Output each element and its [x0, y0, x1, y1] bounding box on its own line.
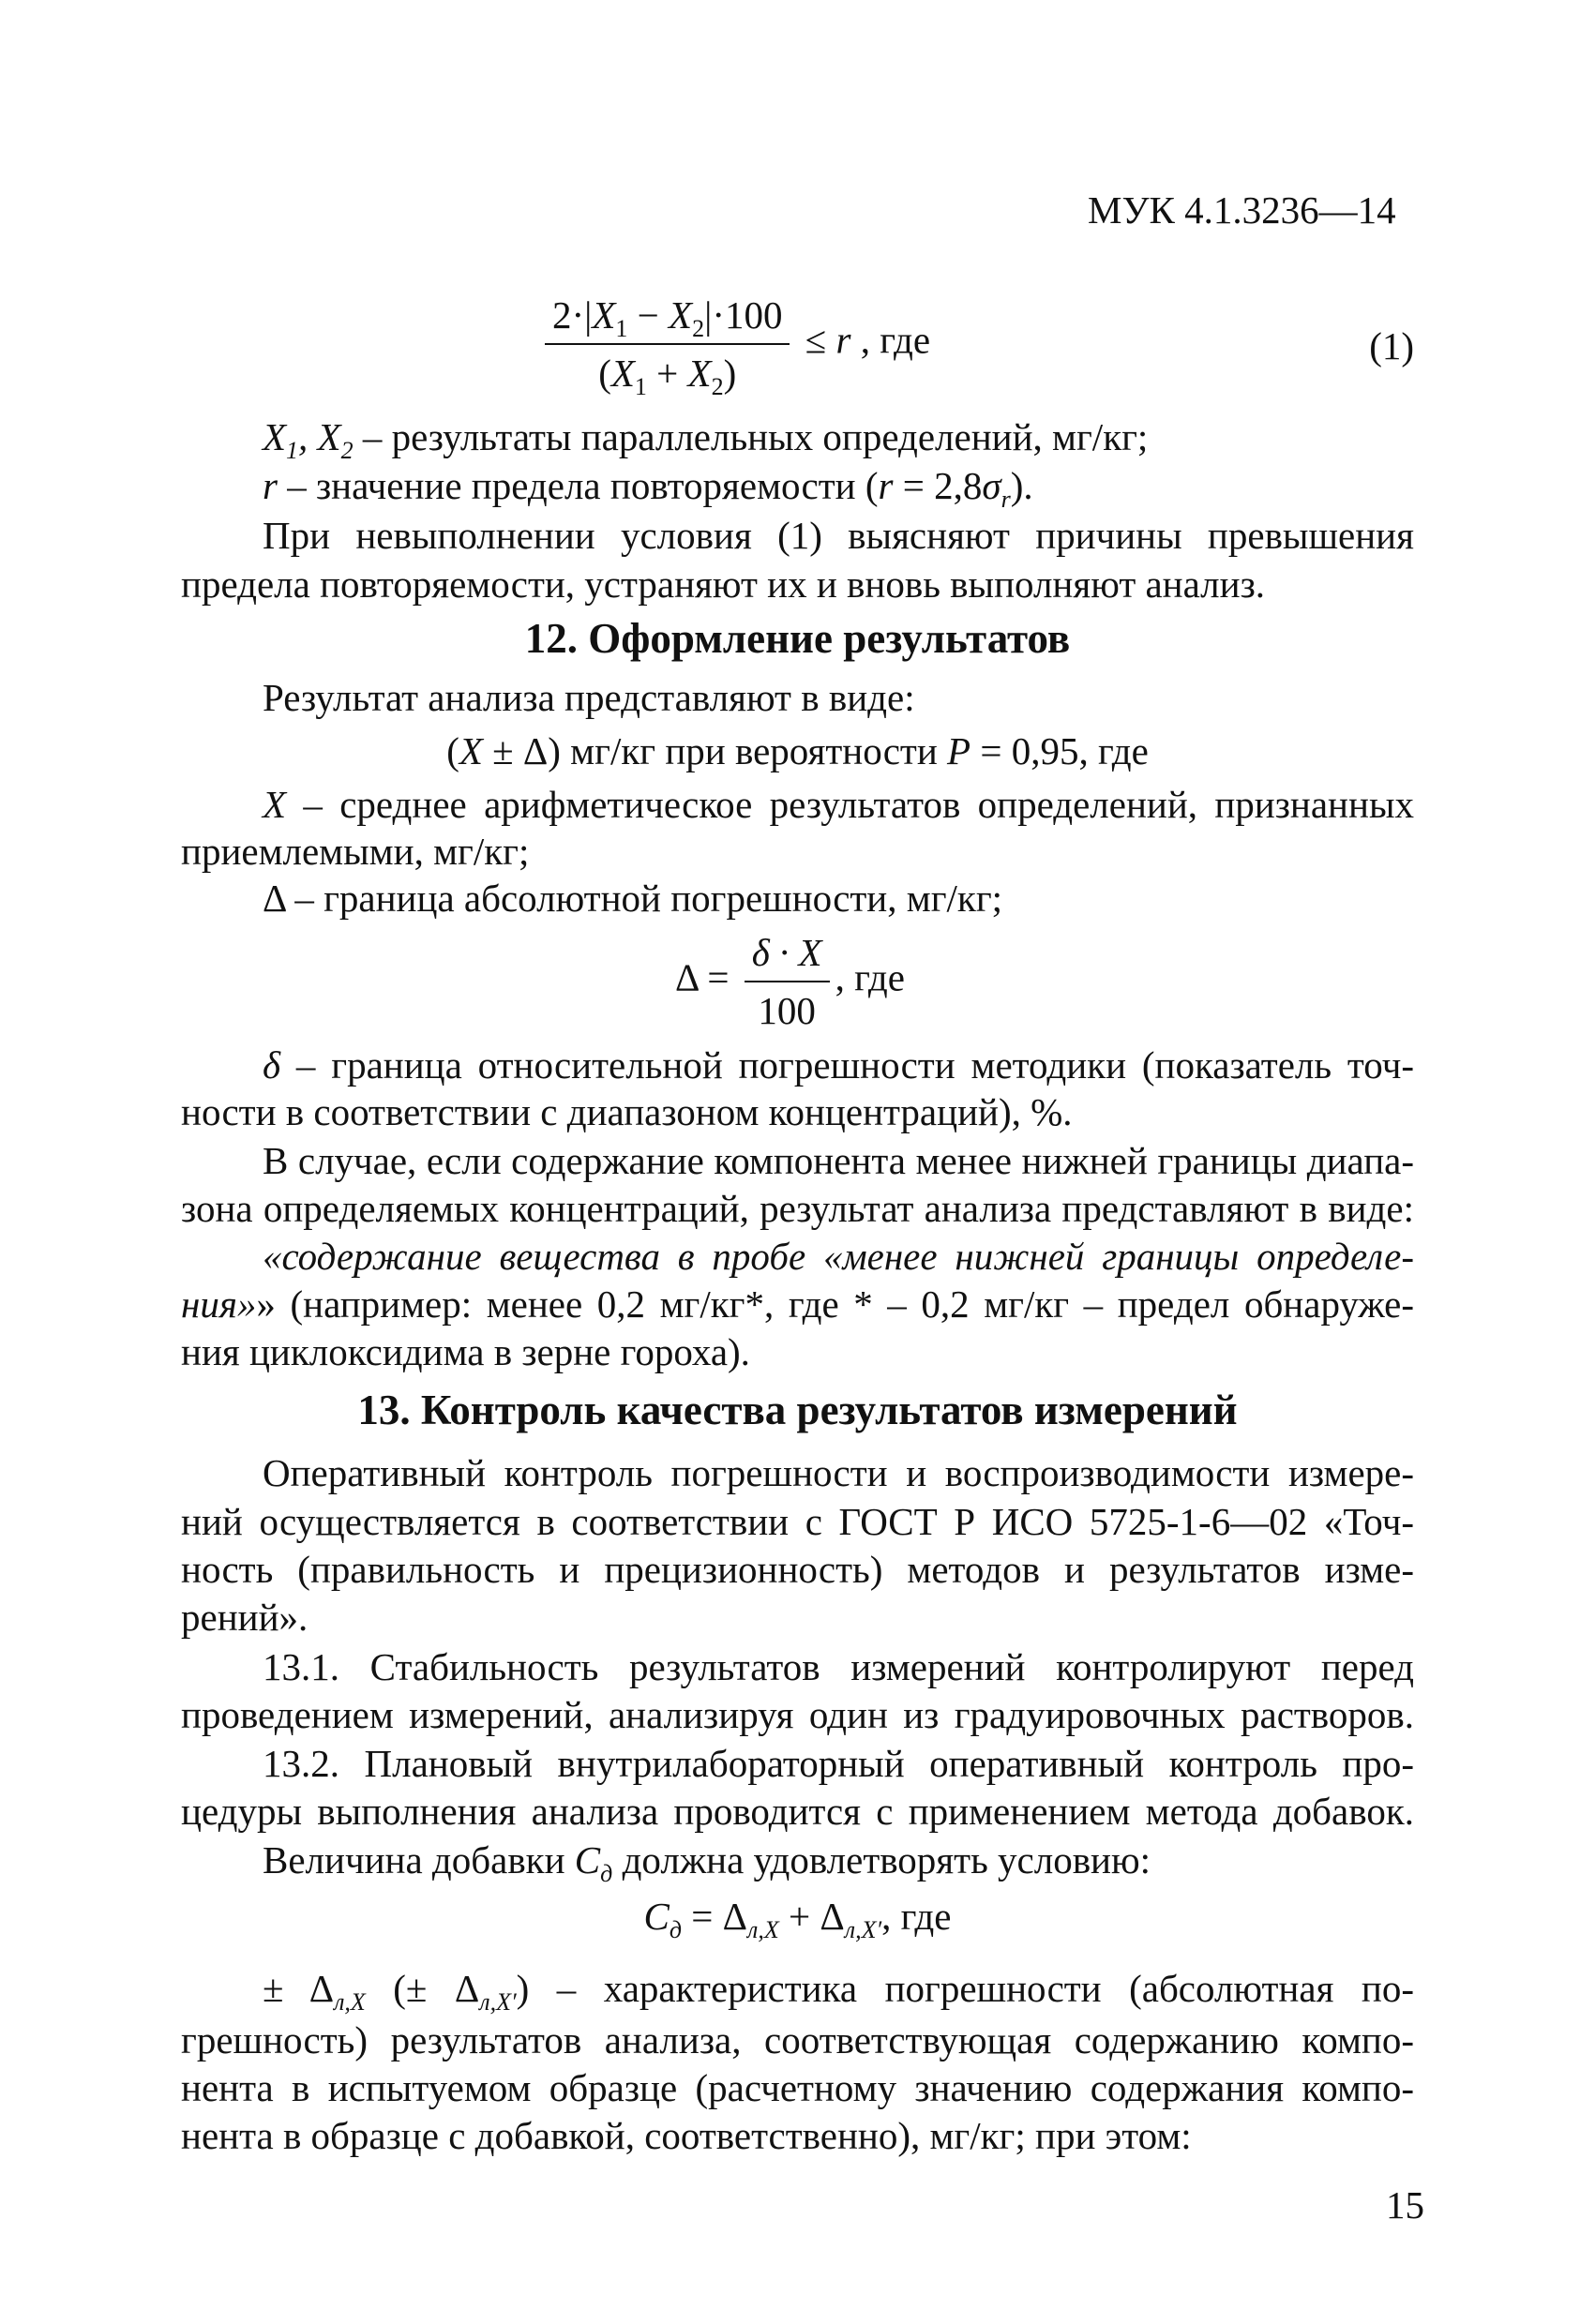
para-fail-line1: При невыполнении условия (1) выясняют причины превышения: [263, 514, 1414, 557]
abs-open: |: [584, 293, 593, 337]
def-x2: , X: [298, 415, 341, 458]
den-sub-2: 2: [711, 373, 724, 401]
f2-plus: + Δ: [778, 1895, 845, 1938]
document-code: МУК 4.1.3236—14: [1088, 188, 1396, 232]
f2-c-sub: д: [669, 1916, 683, 1944]
char-line4: нента в образце с добавкой, соответственно), мг/кг; при этом:: [181, 2114, 1192, 2157]
lower-line4: ния циклоксидима в зерне гороха).: [181, 1330, 750, 1373]
x-def-text: – среднее арифметическое результатов определений, признанных: [286, 783, 1414, 826]
section-13-heading: 13. Контроль качества результатов измерений: [357, 1387, 1238, 1433]
op-line1: Оперативный контроль погрешности и воспроизводимости измере-: [263, 1451, 1414, 1494]
char-line3: нента в испытуемом образце (расчетному значению содержания компо-: [181, 2066, 1414, 2109]
lower-line1: В случае, если содержание компонента менее нижней границы диапа-: [263, 1139, 1414, 1182]
delta-where: , где: [835, 955, 905, 999]
minus: −: [627, 293, 670, 337]
def-sub2: 2: [340, 437, 354, 465]
def-x1-x2: [263, 412, 1149, 465]
rel-text1: – граница относительной погрешности методики (показатель точ-: [280, 1043, 1414, 1087]
char-pm: ± Δ: [263, 1967, 335, 2010]
formula-1-fraction: [545, 291, 790, 401]
def-r-var: r: [263, 464, 278, 507]
def-sigma-sub: r: [1001, 486, 1011, 514]
p131-line2: проведением измерений, анализируя один из градуировочных растворов.: [181, 1693, 1414, 1736]
var-x2: X: [669, 293, 693, 337]
delta-numerator: δ · X: [745, 928, 830, 982]
formula-1-denominator: [591, 345, 744, 401]
char-sub2: л,X′: [479, 1988, 517, 2017]
result-x: X: [459, 729, 483, 772]
char-paren: (± Δ: [365, 1967, 480, 2010]
add-c: C: [574, 1838, 601, 1882]
f2-sub2: л,X′: [844, 1916, 882, 1944]
x-def-var: X: [263, 783, 287, 826]
lower-italic-tail: ния»: [181, 1282, 257, 1326]
f2-where: , где: [881, 1895, 952, 1938]
p131-line1: 13.1. Стабильность результатов измерений контролируют перед: [263, 1645, 1414, 1688]
section-12-intro: Результат анализа представляют в виде:: [263, 676, 915, 719]
result-p: P: [947, 729, 971, 772]
var-r: r: [835, 318, 851, 362]
addition-line: [263, 1836, 1151, 1888]
delta-def: Δ – граница абсолютной погрешности, мг/кг;: [263, 877, 1003, 920]
times-100: ·100: [712, 293, 783, 337]
op-line3: ность (правильность и прецизионность) методов и результатов изме-: [181, 1548, 1414, 1591]
f2-eq: = Δ: [682, 1895, 748, 1938]
def-r-var2: r: [878, 464, 894, 507]
lower-line2: зона определяемых концентраций, результат анализа представляют в виде:: [181, 1187, 1414, 1230]
char-rest: ) – характеристика погрешности (абсолютная по-: [516, 1967, 1414, 2010]
page-number: 15: [1386, 2183, 1424, 2227]
var-x1: X: [592, 293, 616, 337]
add-c-sub: д: [600, 1860, 613, 1888]
section-12-heading: 12. Оформление результатов: [524, 615, 1071, 662]
delta-fraction: [745, 928, 830, 1035]
formula-2: [181, 1892, 1414, 1944]
rel-def-line1: [263, 1041, 1414, 1089]
f2-sub1: л,X: [747, 1916, 779, 1944]
delta-denominator: 100: [758, 989, 816, 1032]
delta-formula: [675, 928, 905, 1035]
x-def-line2: приемлемыми, мг/кг;: [181, 830, 530, 873]
formula-1-numerator: [545, 291, 790, 345]
lower-line3: [181, 1280, 1414, 1328]
def-x-text: – результаты параллельных определений, мг/кг;: [353, 415, 1149, 458]
result-end: = 0,95, где: [971, 729, 1149, 772]
den-var-x1: X: [610, 352, 635, 395]
sub-1: 1: [615, 315, 628, 343]
f2-c: C: [643, 1895, 670, 1938]
den-close: ): [723, 352, 737, 395]
x-def-line1: [263, 780, 1414, 829]
char-line2: грешность) результатов анализа, соответствующая содержанию компо-: [181, 2018, 1414, 2062]
where-word: , где: [850, 318, 931, 362]
formula-1-number: (1): [1369, 324, 1414, 367]
result-rest: ± Δ) мг/кг при вероятности: [482, 729, 948, 772]
p132-line1: 13.2. Плановый внутрилабораторный оперативный контроль про-: [263, 1742, 1414, 1785]
add-post: должна удовлетворять условию:: [612, 1838, 1151, 1882]
char-line1: [263, 1964, 1414, 2017]
lower-italic-line1: «содержание вещества в пробе «менее нижней границы определе-: [263, 1235, 1414, 1278]
rel-def-line2: ности в соответствии с диапазоном концентраций), %.: [181, 1090, 1073, 1133]
def-r: [263, 461, 1033, 514]
op-line4: рений».: [181, 1596, 308, 1639]
result-open: (: [446, 729, 459, 772]
para-fail-line2: предела повторяемости, устраняют их и вновь выполняют анализ.: [181, 562, 1266, 606]
formula-1: [539, 291, 1196, 401]
le-sign: ≤: [805, 318, 836, 362]
def-r-close: ).: [1010, 464, 1033, 507]
coef: 2·: [552, 293, 585, 337]
delta-lhs: Δ =: [675, 955, 730, 999]
rel-delta-sym: δ: [263, 1043, 281, 1087]
def-r-eq: = 2,8: [893, 464, 983, 507]
lower-line3-rest: » (например: менее 0,2 мг/кг*, где * – 0,2 мг/кг – предел обнаруже-: [256, 1282, 1414, 1326]
den-sub-1: 1: [634, 373, 647, 401]
abs-close: |: [704, 293, 713, 337]
p132-line2: цедуры выполнения анализа проводится с применением метода добавок.: [181, 1790, 1414, 1833]
def-r-text: – значение предела повторяемости (: [277, 464, 879, 507]
sub-2: 2: [692, 315, 705, 343]
char-sub1: л,X: [334, 1988, 366, 2017]
den-open: (: [598, 352, 611, 395]
def-sigma: σ: [982, 464, 1001, 507]
def-x: X: [263, 415, 287, 458]
result-formula: [181, 727, 1414, 775]
plus: +: [646, 352, 688, 395]
op-line2: ний осуществляется в соответствии с ГОСТ Р ИСО 5725-1-6—02 «Точ-: [181, 1500, 1414, 1543]
add-pre: Величина добавки: [263, 1838, 575, 1882]
den-var-x2: X: [687, 352, 712, 395]
def-sub1: 1: [286, 437, 299, 465]
